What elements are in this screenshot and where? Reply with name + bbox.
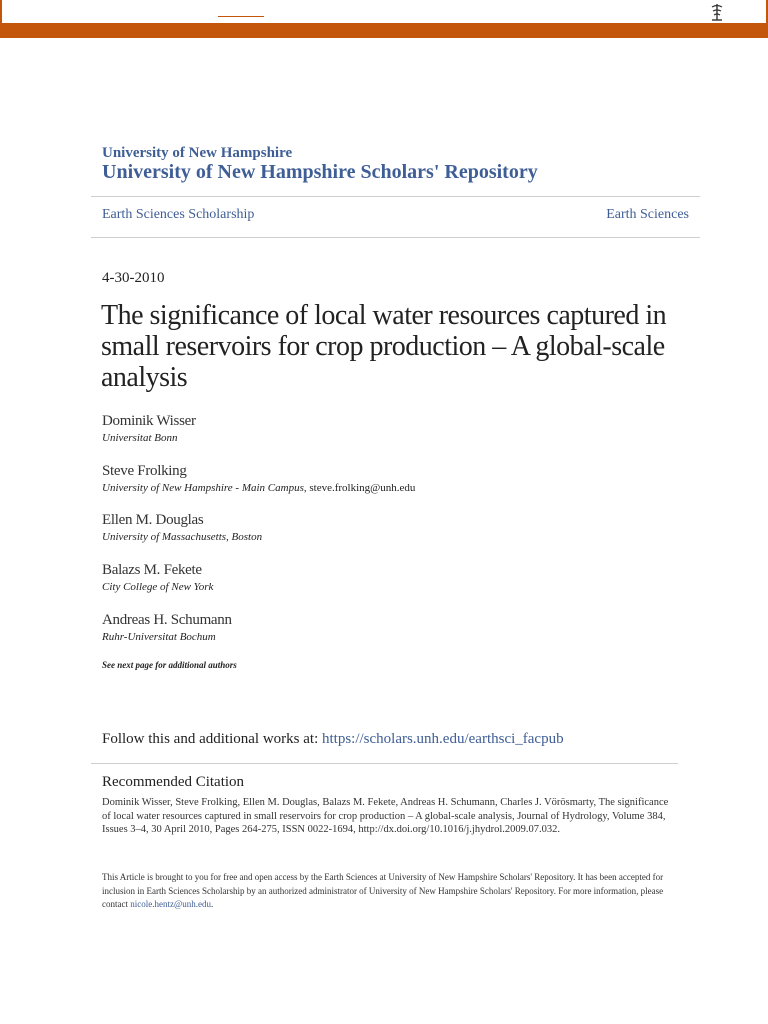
author-name: Balazs M. Fekete <box>102 562 202 578</box>
divider-bottom <box>91 237 700 238</box>
author-name: Ellen M. Douglas <box>102 512 204 528</box>
author-entry <box>102 561 213 594</box>
citation-text: Dominik Wisser, Steve Frolking, Ellen M. Douglas, Balazs M. Fekete, Andreas H. Schumann, Charles J. Vörösmarty, The significance of local water resources captured in small reservoirs for crop production – A global-scale analysis, Journal of Hydrology, Volume 384, Issues 3–4, 30 April 2010, Pages 264-275, ISSN 0022-1694, http://dx.doi.org/10.1016/j.jhydrol.2009.07.032. <box>102 797 669 835</box>
citation-heading: Recommended Citation <box>102 774 245 790</box>
follow-label: Follow this and additional works at: <box>102 731 319 747</box>
top-banner <box>0 0 768 38</box>
author-affiliation: Universitat Bonn <box>102 432 178 444</box>
author-name: Dominik Wisser <box>102 413 196 429</box>
see-next-note: See next page for additional authors <box>102 660 237 670</box>
author-affiliation: University of New Hampshire - Main Campus, steve.frolking@unh.edu <box>102 482 416 494</box>
series-link[interactable]: Earth Sciences Scholarship <box>102 207 255 222</box>
banner-frame <box>0 0 768 23</box>
unh-logo-icon <box>708 2 726 22</box>
notice-end: . <box>211 899 214 909</box>
author-affiliation: City College of New York <box>102 581 214 593</box>
author-entry <box>102 611 232 644</box>
repository-name[interactable]: University of New Hampshire Scholars' Repository <box>102 161 538 183</box>
collection-url-link[interactable]: https://scholars.unh.edu/earthsci_facpub <box>321 731 564 747</box>
divider-top <box>91 196 700 197</box>
author-affiliation: Ruhr-Universitat Bochum <box>102 631 216 643</box>
contact-email-link[interactable]: nicole.hentz@unh.edu <box>130 899 212 909</box>
institution-name[interactable]: University of New Hampshire <box>102 145 293 161</box>
author-entry <box>102 412 196 445</box>
banner-link-underline[interactable] <box>218 16 264 17</box>
divider-citation <box>91 763 678 764</box>
author-affiliation: University of Massachusetts, Boston <box>102 531 263 543</box>
notice-text: This Article is brought to you for free and open access by the Earth Sciences at University of New Hampshire Scholars' Repository. It has been accepted for inclusion in Earth Sciences Scholarship by an authorized administrator of University of New Hampshire Scholars' Repository. For more information, please contact <box>102 872 664 909</box>
author-entry <box>102 462 415 495</box>
orange-header-bar <box>0 23 768 38</box>
article-title: The significance of local water resources captured in small reservoirs for crop production – A global-scale analysis <box>101 300 667 393</box>
publication-date: 4-30-2010 <box>102 270 165 286</box>
author-name: Andreas H. Schumann <box>102 612 232 628</box>
author-name: Steve Frolking <box>102 463 187 479</box>
author-email[interactable]: steve.frolking@unh.edu <box>309 482 416 494</box>
access-notice <box>102 871 677 912</box>
author-entry <box>102 511 262 544</box>
department-link[interactable]: Earth Sciences <box>606 207 689 222</box>
follow-line <box>102 731 564 748</box>
